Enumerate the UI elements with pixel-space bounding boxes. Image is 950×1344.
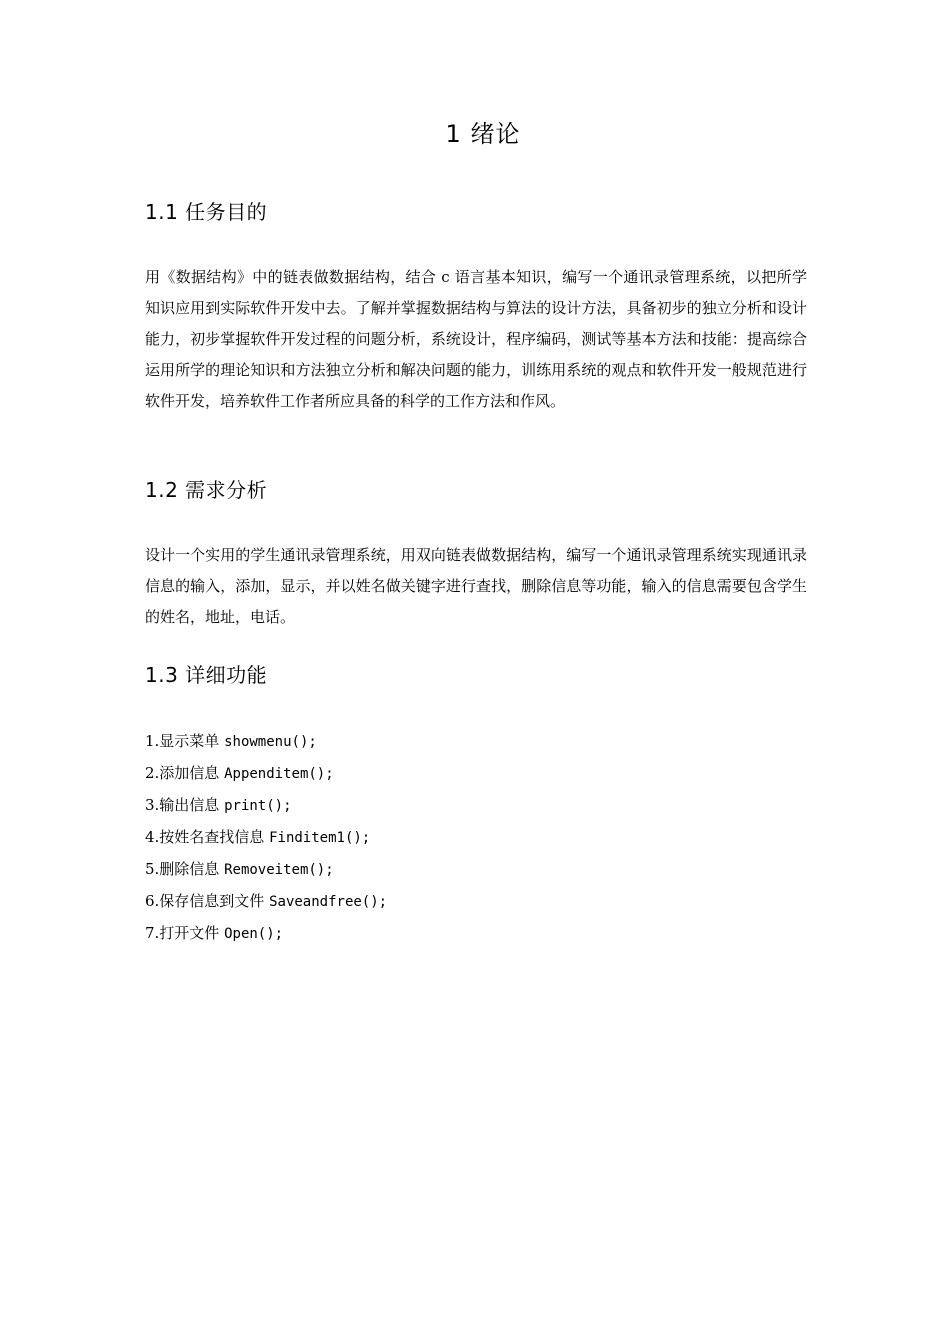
function-label: 7.打开文件 <box>145 924 225 942</box>
function-label: 2.添加信息 <box>145 764 225 782</box>
list-item <box>145 758 387 790</box>
function-label: 6.保存信息到文件 <box>145 892 270 910</box>
list-item <box>145 918 387 950</box>
section-heading-1-2: 1.2 需求分析 <box>145 478 268 502</box>
list-item <box>145 726 387 758</box>
list-item <box>145 886 387 918</box>
function-label: 5.删除信息 <box>145 860 225 878</box>
function-name: Saveandfree(); <box>269 894 388 910</box>
list-item <box>145 854 387 886</box>
function-name: Finditem1(); <box>269 830 371 846</box>
section-body-1-2: 设计一个实用的学生通讯录管理系统，用双向链表做数据结构，编写一个通讯录管理系统实现通讯录信息的输入，添加，显示，并以姓名做关键字进行查找，删除信息等功能，输入的信息需要包含学生的姓名，地址，电话。 <box>145 546 807 626</box>
section-heading-1-1: 1.1 任务目的 <box>145 200 268 224</box>
section-heading-1-3: 1.3 详细功能 <box>145 663 268 687</box>
list-item <box>145 790 387 822</box>
function-name: print(); <box>224 798 292 814</box>
chapter-title: 1 绪论 <box>445 120 521 148</box>
list-item <box>145 822 387 854</box>
function-name: Appenditem(); <box>224 766 334 782</box>
function-label: 3.输出信息 <box>145 796 225 814</box>
function-name: Removeitem(); <box>224 862 334 878</box>
function-name: showmenu(); <box>224 734 317 750</box>
function-label: 1.显示菜单 <box>145 732 225 750</box>
section-body-1-1: 用《数据结构》中的链表做数据结构，结合 c 语言基本知识，编写一个通讯录管理系统，以把所学知识应用到实际软件开发中去。了解并掌握数据结构与算法的设计方法，具备初步的独立分析和设计能力，初步掌握软件开发过程的问题分析，系统设计，程序编码，测试等基本方法和技能：提高综合运用所学的理论知识和方法独立分析和解决问题的能力，训练用系统的观点和软件开发一般规范进行软件开发，培养软件工作者所应具备的科学的工作方法和作风。 <box>145 268 807 410</box>
function-name: Open(); <box>224 926 284 942</box>
function-label: 4.按姓名查找信息 <box>145 828 270 846</box>
function-list <box>145 726 387 950</box>
